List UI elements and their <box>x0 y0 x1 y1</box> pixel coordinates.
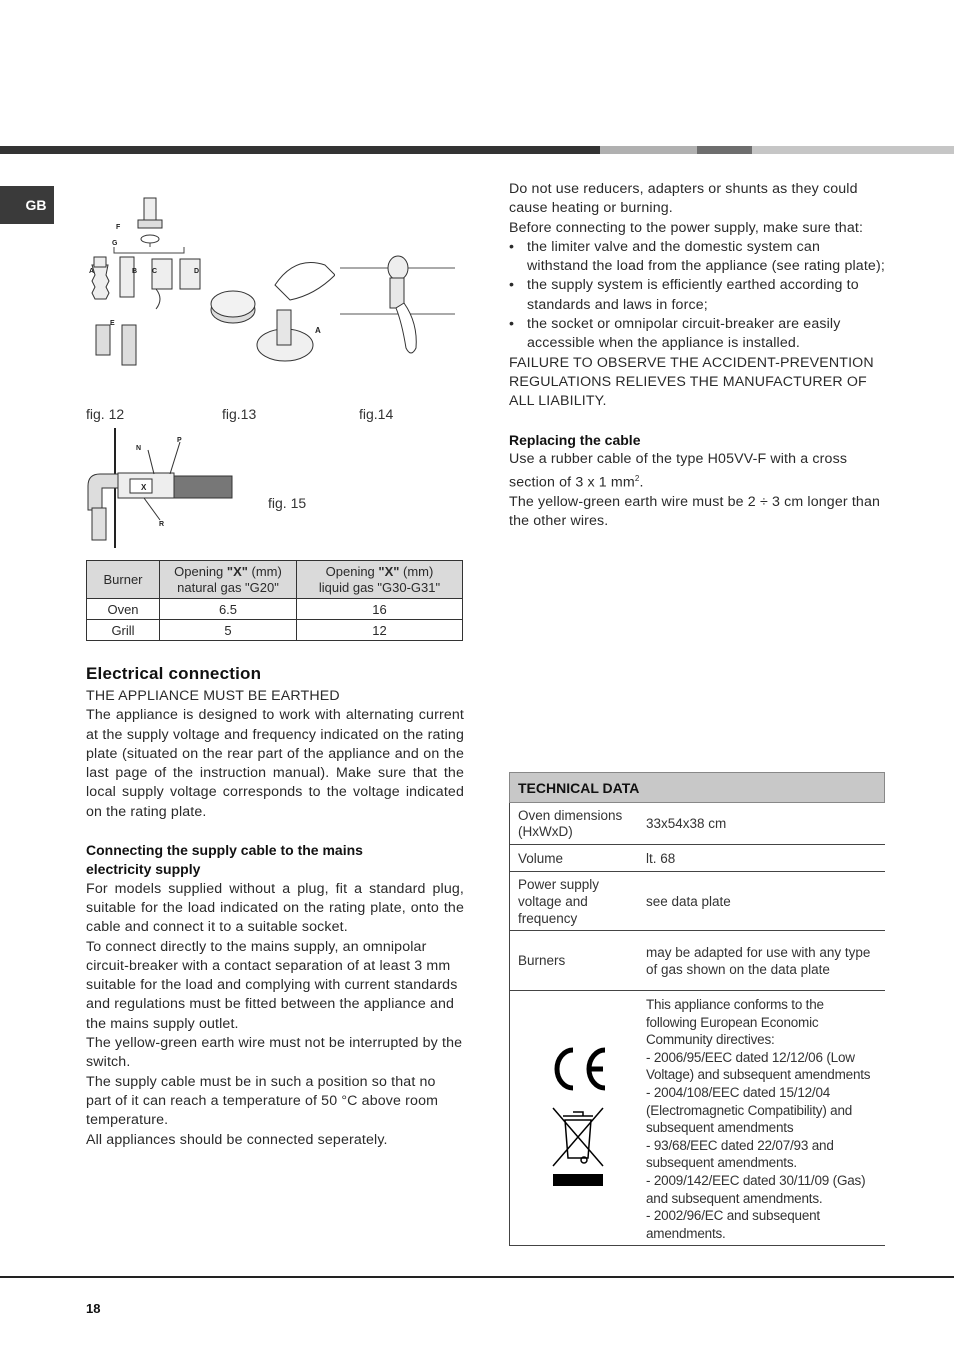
conformity-row <box>510 991 885 1246</box>
fig14-illustration <box>340 248 455 363</box>
marks-cell <box>510 991 647 1246</box>
liquid-header-unit: (mm) <box>399 563 434 579</box>
tech-label: Volume <box>510 845 647 872</box>
list-item: • the supply system is efficiently earthed according to standards and laws in force; <box>509 276 885 315</box>
supply-cable-subtitle: Connecting the supply cable to the mains electricity supply <box>86 842 363 878</box>
cable-type-text: Use a rubber cable of the type H05VV-F with a cross section of 3 x 1 mm <box>509 450 848 491</box>
plug-paragraph: For models supplied without a plug, fit a standard plug, suitable for the load indicated on the rating plate, onto the cable and connect it to a suitable socket. <box>86 880 464 936</box>
page-number: 18 <box>86 1301 101 1316</box>
tech-value: lt. 68 <box>646 845 885 872</box>
fig14-label: fig.14 <box>359 406 394 422</box>
conformity-cell <box>646 991 885 1246</box>
table-row <box>510 872 885 931</box>
liquid-cell: 16 <box>297 599 463 620</box>
tech-value: 33x54x38 cm <box>646 803 885 845</box>
burner-header: Burner <box>87 561 160 599</box>
natural-gas-header <box>160 561 297 599</box>
fig15-letter-n: N <box>136 445 142 452</box>
fig12-letter-d: D <box>194 268 200 275</box>
language-tab-label: GB <box>25 197 47 213</box>
table-row <box>87 599 463 620</box>
cable-position-paragraph: The supply cable must be in such a position so that no part of it can reach a temperature of 50 °C above room temperature. <box>86 1073 439 1129</box>
top-bar-light <box>600 146 697 154</box>
ce-mark-icon <box>557 1050 605 1088</box>
weee-bin-icon <box>553 1108 603 1166</box>
tech-label: Burners <box>510 931 647 991</box>
reducers-warning: Do not use reducers, adapters or shunts as they could cause heating or burning. <box>509 181 858 217</box>
fig12-letter-f: F <box>116 224 121 231</box>
fig15-letter-x: X <box>141 483 147 492</box>
directive-emc: - 2004/108/EEC dated 15/12/04 (Electromagnetic Compatibility) and subsequent amendments <box>646 1084 853 1136</box>
fig15-letter-r: R <box>159 521 165 528</box>
burner-cell: Oven <box>87 599 160 620</box>
directive-gas: - 2009/142/EEC dated 30/11/09 (Gas) and subsequent amendments. <box>646 1172 866 1206</box>
footer-rule <box>0 1276 954 1278</box>
natural-cell: 5 <box>160 620 297 641</box>
weee-bar-icon <box>553 1174 603 1186</box>
liquid-cell: 12 <box>297 620 463 641</box>
fig12-letter-g: G <box>112 240 118 247</box>
table-row <box>510 803 885 845</box>
natural-header-x: "X" <box>226 563 248 579</box>
directive-93-68: - 93/68/EEC dated 22/07/93 and subsequent amendments. <box>646 1137 834 1171</box>
electrical-title: Electrical connection <box>86 664 262 683</box>
tech-label: Power supply voltage and frequency <box>510 872 647 931</box>
fig12-illustration <box>84 195 214 385</box>
list-item: • the socket or omnipolar circuit-breaker are easily accessible when the appliance is installed. <box>509 315 885 354</box>
burner-table <box>86 560 463 641</box>
technical-data-title: TECHNICAL DATA <box>510 773 885 803</box>
electrical-paragraph: The appliance is designed to work with alternating current at the supply voltage and frequency indicated on the rating plate (situated on the rear part of the appliance and on the last page of the instruction manual). Make sure that the local supply voltage corresponds to the voltage indicated on the rating plate. <box>86 707 464 820</box>
cable-type-period: . <box>639 474 644 491</box>
liability-warning: FAILURE TO OBSERVE THE ACCIDENT-PREVENTION REGULATIONS RELIEVES THE MANUFACTURER OF ALL LIABILITY. <box>509 354 874 410</box>
fig13-label: fig.13 <box>222 406 257 422</box>
liquid-gas-header <box>297 561 463 599</box>
natural-header-opening: Opening <box>174 563 227 579</box>
conformity-intro: This appliance conforms to the following European Economic Community directives: <box>646 997 824 1048</box>
fig12-label: fig. 12 <box>86 406 125 422</box>
fig12-letter-c: C <box>152 268 158 275</box>
earth-wire-paragraph: The yellow-green earth wire must not be interrupted by the switch. <box>86 1035 463 1071</box>
earthed-notice: THE APPLIANCE MUST BE EARTHED <box>86 688 340 704</box>
directive-low-voltage: - 2006/95/EEC dated 12/12/06 (Low Voltage) and subsequent amendments <box>646 1049 871 1083</box>
fig15-label: fig. 15 <box>268 495 307 511</box>
tech-value: may be adapted for use with any type of gas shown on the data plate <box>646 931 885 991</box>
table-row <box>510 931 885 991</box>
liquid-header-gas: liquid gas "G30-G31" <box>318 579 441 595</box>
tech-value: see data plate <box>646 872 885 931</box>
burner-cell: Grill <box>87 620 160 641</box>
electrical-section <box>86 664 464 1150</box>
natural-cell: 6.5 <box>160 599 297 620</box>
power-supply-intro: Before connecting to the power supply, make sure that: <box>509 219 864 236</box>
liquid-header-opening: Opening <box>325 563 379 579</box>
fig12-letter-e: E <box>110 320 115 327</box>
separate-connection-paragraph: All appliances should be connected seperately. <box>86 1131 388 1148</box>
checklist <box>509 238 885 354</box>
fig13-illustration <box>205 255 335 370</box>
table-row <box>510 845 885 872</box>
replacing-cable-title: Replacing the cable <box>509 431 641 448</box>
natural-header-unit: (mm) <box>247 563 282 579</box>
natural-header-gas: natural gas "G20" <box>177 579 279 595</box>
language-tab <box>0 186 54 224</box>
fig13-letter-a: A <box>315 326 321 335</box>
fig12-letter-b: B <box>132 268 138 275</box>
list-item: • the limiter valve and the domestic system can withstand the load from the appliance (see rating plate); <box>509 238 885 277</box>
technical-data-table <box>509 772 885 1246</box>
tech-label: Oven dimensions (HxWxD) <box>510 803 647 845</box>
cable-type-superscript: 2 <box>634 474 640 484</box>
cable-type-paragraph <box>509 450 885 493</box>
top-bar-dark <box>0 146 600 154</box>
fig12-letter-a: A <box>89 268 95 275</box>
top-bar-mid <box>697 146 752 154</box>
right-column <box>509 180 885 532</box>
directive-weee: - 2002/96/EC and subsequent amendments. <box>646 1208 820 1241</box>
direct-connection-paragraph: To connect directly to the mains supply, an omnipolar circuit-breaker with a contact separation of at least 3 mm suitable for the load and complying with current standards and regulations must be fitted between the appliance and the mains supply outlet. <box>86 938 458 1032</box>
ce-weee-marks <box>543 1042 613 1192</box>
fig15-letter-p: P <box>177 437 182 444</box>
fig15-illustration <box>84 428 244 550</box>
top-bar-pale <box>752 146 954 154</box>
earth-wire-length-paragraph: The yellow-green earth wire must be 2 ÷ 3 cm longer than the other wires. <box>509 494 881 530</box>
table-row <box>87 620 463 641</box>
liquid-header-x: "X" <box>378 563 400 579</box>
